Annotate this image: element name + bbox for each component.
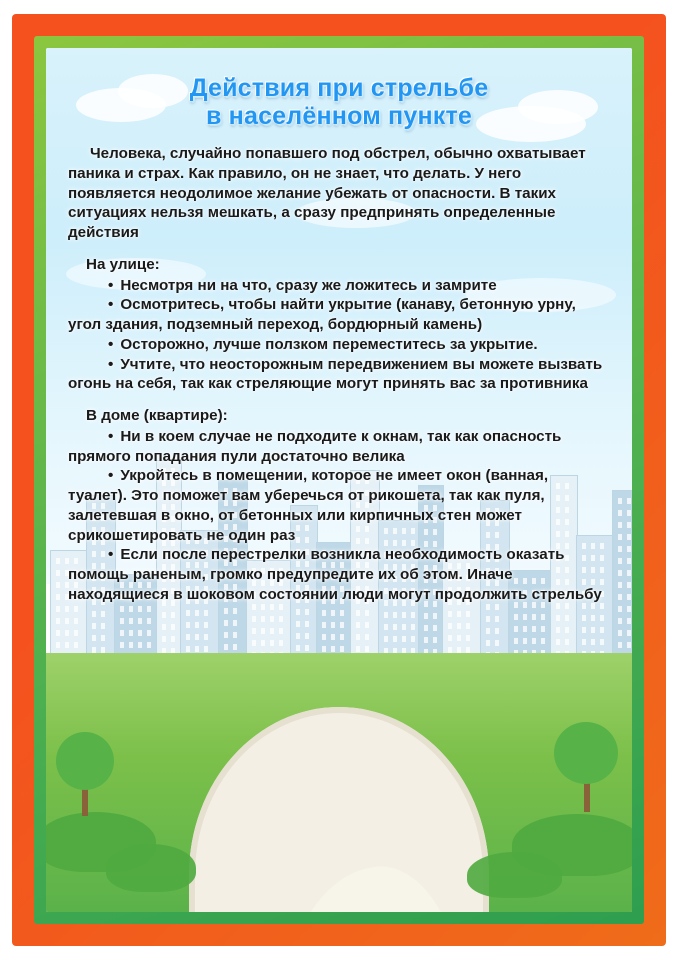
bullet-icon: • [108, 546, 114, 564]
title-text [190, 74, 489, 130]
bullet-icon: • [108, 355, 114, 373]
bullet-icon: • [108, 276, 114, 294]
bullet-icon: • [108, 427, 114, 445]
section-heading-street: На улице: [86, 255, 160, 273]
poster-content [46, 48, 632, 912]
title-line-2: в населённом пункте [205, 102, 473, 130]
poster-frame-outer [12, 14, 666, 946]
list-item-text: Осторожно, лучше ползком переместитесь за укрытие. [120, 335, 538, 353]
bullet-icon: • [108, 296, 114, 314]
list-item [68, 335, 610, 355]
list-item [68, 295, 610, 335]
list-item [68, 276, 610, 296]
poster-page [46, 48, 632, 912]
bullet-icon: • [108, 467, 114, 485]
intro-paragraph: Человека, случайно попавшего под обстрел, обычно охватывает паника и страх. Как правило, он не знает, что делать. У него появляется неодолимое желание убежать от опасности. В таких ситуациях нельзя мешкать, а сразу предпринять определенные действия [68, 145, 586, 241]
title-line-1: Действия при стрельбе [189, 74, 489, 102]
list-item-text: Осмотритесь, чтобы найти укрытие (канаву, бетонную урну, угол здания, подземный переход, бордюрный камень) [68, 296, 576, 333]
list-item [68, 427, 610, 467]
poster-body [68, 144, 610, 605]
section-heading-home: В доме (квартире): [86, 407, 228, 424]
bullet-icon: • [108, 335, 114, 353]
poster-title [68, 74, 610, 130]
list-item [68, 545, 610, 604]
list-item-text: Учтите, что неосторожным передвижением вы можете вызвать огонь на себя, так как стреляющие могут принять вас за противника [68, 355, 603, 393]
list-item [68, 466, 610, 545]
list-item-text: Укройтесь в помещении, которое не имеет окон (ванная, туалет). Это поможет вам уберечься от рикошета, так как пуля, залетевшая в окно, от бетонных или кирпичных стен может срикошетировать не один раз [68, 467, 549, 544]
list-item-text: Ни в коем случае не подходите к окнам, так как опасность прямого попадания пули достаточно велика [68, 427, 562, 465]
list-item-text: Несмотря ни на что, сразу же ложитесь и замрите [120, 276, 497, 294]
list-item-text: Если после перестрелки возникла необходимость оказать помощь раненым, громко предупредите их об этом. Иначе находящиеся в шоковом состоянии люди могут продолжить стрельбу [68, 546, 602, 603]
list-item [68, 355, 610, 395]
